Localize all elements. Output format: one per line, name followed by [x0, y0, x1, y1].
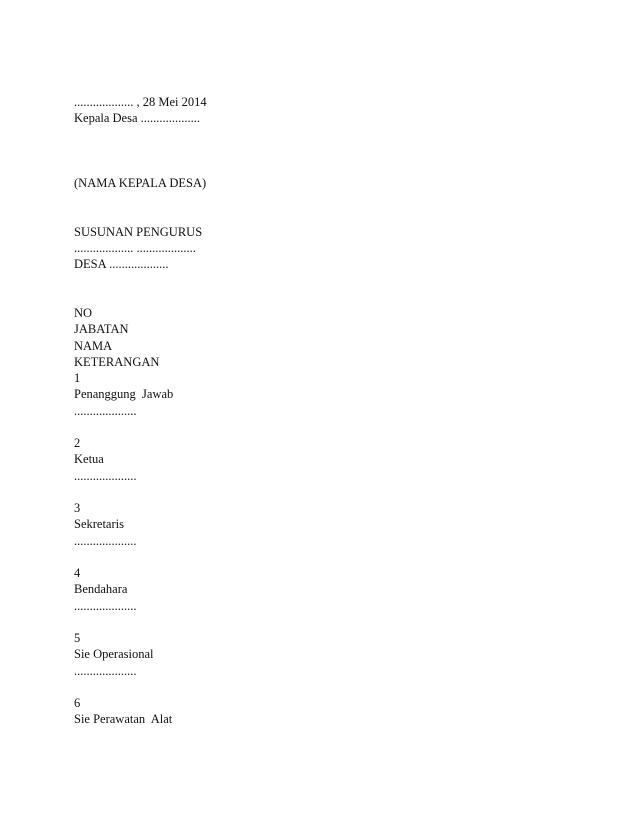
table-header-jabatan: JABATAN	[74, 322, 129, 336]
row-6-no: 6	[74, 696, 81, 710]
row-3-no: 3	[74, 501, 81, 515]
row-2-jabatan: Ketua	[74, 452, 104, 466]
row-1-jabatan: Penanggung Jawab	[74, 387, 174, 401]
table-header-nama: NAMA	[74, 339, 113, 353]
table-header-keterangan: KETERANGAN	[74, 355, 160, 369]
row-6-jabatan: Sie Perawatan Alat	[74, 712, 173, 726]
row-4-nama: ....................	[74, 599, 137, 613]
row-1-nama: ....................	[74, 404, 137, 418]
village-line: DESA ...................	[74, 257, 169, 271]
place-date: ................... , 28 Mei 2014	[74, 95, 207, 109]
row-5-no: 5	[74, 631, 81, 645]
document-title: SUSUNAN PENGURUS	[74, 225, 203, 239]
name-placeholder: (NAMA KEPALA DESA)	[74, 176, 207, 190]
row-5-nama: ....................	[74, 664, 137, 678]
row-1-no: 1	[74, 371, 81, 385]
row-4-jabatan: Bendahara	[74, 582, 128, 596]
table-header-no: NO	[74, 306, 93, 320]
row-3-jabatan: Sekretaris	[74, 517, 124, 531]
row-2-no: 2	[74, 436, 81, 450]
position-line: Kepala Desa ...................	[74, 111, 201, 125]
row-2-nama: ....................	[74, 469, 137, 483]
row-5-jabatan: Sie Operasional	[74, 647, 154, 661]
row-3-nama: ....................	[74, 534, 137, 548]
row-4-no: 4	[74, 566, 81, 580]
document-subtitle: ................... ...................	[74, 241, 196, 255]
